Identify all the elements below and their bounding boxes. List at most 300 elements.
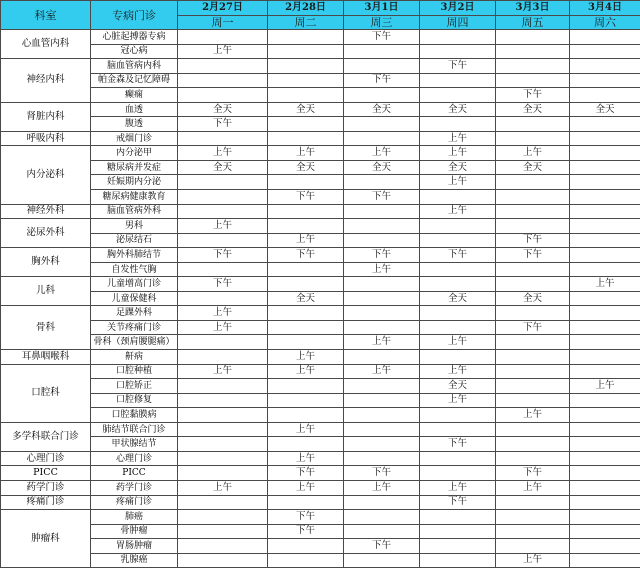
table-row xyxy=(1,524,640,539)
time-slot-cell: 上午 xyxy=(496,480,570,495)
time-slot-cell xyxy=(344,379,420,394)
department-cell: 胸外科 xyxy=(1,248,91,277)
schedule-header xyxy=(1,1,640,30)
clinic-name-cell: PICC xyxy=(91,466,178,481)
table-row xyxy=(1,219,640,234)
department-cell: 呼吸内科 xyxy=(1,131,91,146)
time-slot-cell xyxy=(570,306,640,321)
table-row xyxy=(1,277,640,292)
time-slot-cell: 下午 xyxy=(268,248,344,263)
time-slot-cell xyxy=(268,59,344,74)
time-slot-cell xyxy=(570,451,640,466)
time-slot-cell xyxy=(570,219,640,234)
department-cell: 心理门诊 xyxy=(1,451,91,466)
department-cell: 肾脏内科 xyxy=(1,102,91,131)
clinic-name-cell: 肺结节联合门诊 xyxy=(91,422,178,437)
time-slot-cell xyxy=(570,364,640,379)
time-slot-cell xyxy=(496,175,570,190)
time-slot-cell xyxy=(496,117,570,132)
time-slot-cell xyxy=(344,437,420,452)
time-slot-cell xyxy=(268,88,344,103)
time-slot-cell: 下午 xyxy=(420,248,496,263)
time-slot-cell xyxy=(420,466,496,481)
time-slot-cell xyxy=(496,190,570,205)
time-slot-cell xyxy=(344,277,420,292)
time-slot-cell: 上午 xyxy=(268,364,344,379)
table-row xyxy=(1,248,640,263)
time-slot-cell: 下午 xyxy=(178,248,268,263)
time-slot-cell xyxy=(344,510,420,525)
time-slot-cell xyxy=(570,30,640,45)
time-slot-cell xyxy=(178,262,268,277)
time-slot-cell: 全天 xyxy=(268,160,344,175)
time-slot-cell: 下午 xyxy=(496,320,570,335)
time-slot-cell xyxy=(344,204,420,219)
time-slot-cell: 全天 xyxy=(570,102,640,117)
time-slot-cell: 下午 xyxy=(178,117,268,132)
time-slot-cell xyxy=(178,539,268,554)
time-slot-cell: 下午 xyxy=(420,437,496,452)
clinic-name-cell: 骨肿瘤 xyxy=(91,524,178,539)
time-slot-cell xyxy=(570,248,640,263)
time-slot-cell xyxy=(420,219,496,234)
time-slot-cell xyxy=(496,277,570,292)
time-slot-cell: 下午 xyxy=(178,277,268,292)
time-slot-cell xyxy=(178,495,268,510)
time-slot-cell xyxy=(420,262,496,277)
table-row xyxy=(1,320,640,335)
table-row xyxy=(1,44,640,59)
time-slot-cell: 下午 xyxy=(344,190,420,205)
time-slot-cell xyxy=(570,190,640,205)
time-slot-cell xyxy=(420,350,496,365)
time-slot-cell xyxy=(268,204,344,219)
time-slot-cell: 上午 xyxy=(420,480,496,495)
time-slot-cell xyxy=(496,131,570,146)
time-slot-cell: 下午 xyxy=(268,466,344,481)
time-slot-cell xyxy=(178,408,268,423)
time-slot-cell xyxy=(344,408,420,423)
time-slot-cell: 上午 xyxy=(178,480,268,495)
date-header: 2月27日 xyxy=(178,1,268,16)
time-slot-cell xyxy=(178,379,268,394)
time-slot-cell: 全天 xyxy=(420,291,496,306)
time-slot-cell: 全天 xyxy=(344,160,420,175)
time-slot-cell xyxy=(344,175,420,190)
time-slot-cell: 全天 xyxy=(178,160,268,175)
table-row xyxy=(1,335,640,350)
time-slot-cell xyxy=(496,204,570,219)
clinic-name-cell: 妊娠期内分泌 xyxy=(91,175,178,190)
time-slot-cell xyxy=(496,306,570,321)
time-slot-cell xyxy=(268,306,344,321)
time-slot-cell xyxy=(344,131,420,146)
time-slot-cell: 上午 xyxy=(268,451,344,466)
time-slot-cell: 全天 xyxy=(420,102,496,117)
time-slot-cell xyxy=(344,88,420,103)
time-slot-cell xyxy=(344,306,420,321)
time-slot-cell xyxy=(496,30,570,45)
time-slot-cell: 全天 xyxy=(496,291,570,306)
table-row xyxy=(1,59,640,74)
table-row xyxy=(1,291,640,306)
table-row xyxy=(1,117,640,132)
time-slot-cell xyxy=(344,59,420,74)
time-slot-cell xyxy=(268,262,344,277)
time-slot-cell: 全天 xyxy=(178,102,268,117)
time-slot-cell xyxy=(268,30,344,45)
time-slot-cell xyxy=(420,44,496,59)
time-slot-cell: 下午 xyxy=(344,466,420,481)
time-slot-cell xyxy=(496,73,570,88)
time-slot-cell xyxy=(570,510,640,525)
time-slot-cell: 上午 xyxy=(344,364,420,379)
schedule-body xyxy=(1,30,640,568)
time-slot-cell xyxy=(570,59,640,74)
table-row xyxy=(1,539,640,554)
time-slot-cell xyxy=(496,393,570,408)
time-slot-cell xyxy=(570,88,640,103)
department-column-header: 科室 xyxy=(1,1,91,30)
time-slot-cell xyxy=(268,320,344,335)
time-slot-cell xyxy=(344,422,420,437)
time-slot-cell xyxy=(344,350,420,365)
time-slot-cell: 下午 xyxy=(420,59,496,74)
time-slot-cell xyxy=(496,364,570,379)
department-cell: 药学门诊 xyxy=(1,480,91,495)
clinic-name-cell: 冠心病 xyxy=(91,44,178,59)
time-slot-cell xyxy=(570,175,640,190)
time-slot-cell: 全天 xyxy=(420,379,496,394)
clinic-name-cell: 心脏起搏器专病 xyxy=(91,30,178,45)
time-slot-cell xyxy=(268,335,344,350)
time-slot-cell xyxy=(496,495,570,510)
time-slot-cell xyxy=(420,451,496,466)
time-slot-cell xyxy=(268,539,344,554)
department-cell: 内分泌科 xyxy=(1,146,91,204)
time-slot-cell: 上午 xyxy=(420,393,496,408)
time-slot-cell xyxy=(420,320,496,335)
time-slot-cell xyxy=(268,379,344,394)
clinic-name-cell: 内分泌甲 xyxy=(91,146,178,161)
time-slot-cell xyxy=(570,146,640,161)
table-row xyxy=(1,437,640,452)
time-slot-cell: 下午 xyxy=(268,190,344,205)
time-slot-cell xyxy=(178,393,268,408)
table-row xyxy=(1,379,640,394)
table-row xyxy=(1,466,640,481)
time-slot-cell xyxy=(570,480,640,495)
table-row xyxy=(1,350,640,365)
time-slot-cell: 下午 xyxy=(496,248,570,263)
time-slot-cell xyxy=(178,466,268,481)
time-slot-cell xyxy=(344,44,420,59)
department-cell: 泌尿外科 xyxy=(1,219,91,248)
time-slot-cell xyxy=(570,320,640,335)
time-slot-cell: 下午 xyxy=(496,233,570,248)
time-slot-cell: 上午 xyxy=(268,350,344,365)
time-slot-cell xyxy=(570,117,640,132)
time-slot-cell xyxy=(344,451,420,466)
table-row xyxy=(1,146,640,161)
time-slot-cell xyxy=(420,30,496,45)
clinic-name-cell: 口腔修复 xyxy=(91,393,178,408)
time-slot-cell xyxy=(344,117,420,132)
time-slot-cell: 上午 xyxy=(420,146,496,161)
table-row xyxy=(1,553,640,568)
time-slot-cell xyxy=(570,466,640,481)
clinic-name-cell: 泌尿结石 xyxy=(91,233,178,248)
time-slot-cell: 上午 xyxy=(420,175,496,190)
clinic-name-cell: 口腔黏膜病 xyxy=(91,408,178,423)
time-slot-cell xyxy=(496,539,570,554)
table-row xyxy=(1,364,640,379)
time-slot-cell xyxy=(268,117,344,132)
time-slot-cell: 下午 xyxy=(344,539,420,554)
clinic-name-cell: 脑血管病内科 xyxy=(91,59,178,74)
clinic-name-cell: 胃肠肿瘤 xyxy=(91,539,178,554)
time-slot-cell: 下午 xyxy=(420,495,496,510)
clinic-name-cell: 鼾病 xyxy=(91,350,178,365)
time-slot-cell xyxy=(268,553,344,568)
time-slot-cell: 上午 xyxy=(420,131,496,146)
time-slot-cell: 全天 xyxy=(496,102,570,117)
table-row xyxy=(1,233,640,248)
clinic-name-cell: 乳腺癌 xyxy=(91,553,178,568)
clinic-name-cell: 癫痫 xyxy=(91,88,178,103)
weekday-header: 周四 xyxy=(420,15,496,30)
time-slot-cell xyxy=(268,175,344,190)
clinic-name-cell: 口腔矫正 xyxy=(91,379,178,394)
table-row xyxy=(1,480,640,495)
clinic-name-cell: 血透 xyxy=(91,102,178,117)
clinic-name-cell: 脑血管病外科 xyxy=(91,204,178,219)
time-slot-cell xyxy=(344,233,420,248)
table-row xyxy=(1,102,640,117)
time-slot-cell: 全天 xyxy=(496,160,570,175)
table-row xyxy=(1,510,640,525)
time-slot-cell xyxy=(344,553,420,568)
time-slot-cell xyxy=(496,219,570,234)
time-slot-cell xyxy=(570,291,640,306)
clinic-name-cell: 关节疼痛门诊 xyxy=(91,320,178,335)
time-slot-cell xyxy=(570,437,640,452)
time-slot-cell: 上午 xyxy=(570,379,640,394)
time-slot-cell xyxy=(420,306,496,321)
time-slot-cell xyxy=(178,73,268,88)
time-slot-cell: 上午 xyxy=(178,44,268,59)
table-row xyxy=(1,190,640,205)
time-slot-cell xyxy=(268,131,344,146)
time-slot-cell xyxy=(496,437,570,452)
date-header: 3月2日 xyxy=(420,1,496,16)
table-row xyxy=(1,306,640,321)
table-row xyxy=(1,451,640,466)
table-row xyxy=(1,160,640,175)
time-slot-cell: 上午 xyxy=(268,422,344,437)
clinic-name-cell: 胸外科肺结节 xyxy=(91,248,178,263)
time-slot-cell xyxy=(420,422,496,437)
time-slot-cell: 下午 xyxy=(268,510,344,525)
table-row xyxy=(1,73,640,88)
clinic-name-cell: 心理门诊 xyxy=(91,451,178,466)
time-slot-cell xyxy=(344,320,420,335)
time-slot-cell: 上午 xyxy=(344,480,420,495)
time-slot-cell xyxy=(570,495,640,510)
time-slot-cell: 上午 xyxy=(344,262,420,277)
time-slot-cell: 上午 xyxy=(420,204,496,219)
clinic-name-cell: 甲状腺结节 xyxy=(91,437,178,452)
clinic-column-header: 专病门诊 xyxy=(91,1,178,30)
time-slot-cell: 上午 xyxy=(178,146,268,161)
time-slot-cell xyxy=(344,393,420,408)
time-slot-cell xyxy=(420,73,496,88)
date-header: 2月28日 xyxy=(268,1,344,16)
clinic-name-cell: 口腔种植 xyxy=(91,364,178,379)
weekday-header: 周一 xyxy=(178,15,268,30)
clinic-name-cell: 药学门诊 xyxy=(91,480,178,495)
time-slot-cell: 上午 xyxy=(178,306,268,321)
time-slot-cell xyxy=(268,277,344,292)
time-slot-cell xyxy=(570,524,640,539)
time-slot-cell xyxy=(570,131,640,146)
date-header: 3月3日 xyxy=(496,1,570,16)
time-slot-cell xyxy=(344,524,420,539)
time-slot-cell xyxy=(570,335,640,350)
time-slot-cell: 全天 xyxy=(420,160,496,175)
time-slot-cell xyxy=(496,422,570,437)
table-row xyxy=(1,88,640,103)
department-cell: 肿瘤科 xyxy=(1,510,91,568)
time-slot-cell: 上午 xyxy=(496,408,570,423)
table-row xyxy=(1,393,640,408)
time-slot-cell xyxy=(496,350,570,365)
time-slot-cell xyxy=(178,88,268,103)
department-cell: PICC xyxy=(1,466,91,481)
time-slot-cell xyxy=(570,408,640,423)
time-slot-cell xyxy=(178,204,268,219)
time-slot-cell: 上午 xyxy=(344,335,420,350)
time-slot-cell xyxy=(496,524,570,539)
table-row xyxy=(1,422,640,437)
time-slot-cell xyxy=(178,451,268,466)
department-cell: 疼痛门诊 xyxy=(1,495,91,510)
time-slot-cell xyxy=(420,408,496,423)
time-slot-cell xyxy=(178,233,268,248)
department-cell: 多学科联合门诊 xyxy=(1,422,91,451)
clinic-name-cell: 肺癌 xyxy=(91,510,178,525)
time-slot-cell xyxy=(178,553,268,568)
time-slot-cell xyxy=(420,510,496,525)
department-cell: 骨科 xyxy=(1,306,91,350)
time-slot-cell xyxy=(420,277,496,292)
time-slot-cell xyxy=(344,219,420,234)
time-slot-cell xyxy=(496,44,570,59)
table-row xyxy=(1,30,640,45)
clinic-name-cell: 骨科（颈肩腰腿痛） xyxy=(91,335,178,350)
time-slot-cell: 上午 xyxy=(420,335,496,350)
time-slot-cell xyxy=(178,59,268,74)
weekday-header: 周六 xyxy=(570,15,640,30)
clinic-name-cell: 儿童保健科 xyxy=(91,291,178,306)
time-slot-cell xyxy=(570,233,640,248)
table-row xyxy=(1,495,640,510)
time-slot-cell: 全天 xyxy=(344,102,420,117)
time-slot-cell: 下午 xyxy=(344,248,420,263)
time-slot-cell xyxy=(268,44,344,59)
time-slot-cell: 上午 xyxy=(570,277,640,292)
department-cell: 神经外科 xyxy=(1,204,91,219)
time-slot-cell: 全天 xyxy=(268,102,344,117)
weekday-header: 周五 xyxy=(496,15,570,30)
time-slot-cell xyxy=(178,175,268,190)
time-slot-cell xyxy=(178,131,268,146)
time-slot-cell xyxy=(178,335,268,350)
time-slot-cell: 上午 xyxy=(420,364,496,379)
department-cell: 心血管内科 xyxy=(1,30,91,59)
time-slot-cell: 上午 xyxy=(344,146,420,161)
time-slot-cell xyxy=(178,30,268,45)
time-slot-cell: 全天 xyxy=(268,291,344,306)
time-slot-cell xyxy=(344,291,420,306)
time-slot-cell xyxy=(420,233,496,248)
clinic-name-cell: 儿童增高门诊 xyxy=(91,277,178,292)
time-slot-cell xyxy=(420,190,496,205)
clinic-name-cell: 自发性气胸 xyxy=(91,262,178,277)
time-slot-cell xyxy=(570,553,640,568)
clinic-name-cell: 疼痛门诊 xyxy=(91,495,178,510)
weekday-header: 周二 xyxy=(268,15,344,30)
header-row-dates xyxy=(1,1,640,16)
clinic-name-cell: 糖尿病健康教育 xyxy=(91,190,178,205)
time-slot-cell: 上午 xyxy=(496,146,570,161)
time-slot-cell xyxy=(420,553,496,568)
time-slot-cell xyxy=(570,73,640,88)
time-slot-cell xyxy=(178,510,268,525)
date-header: 3月4日 xyxy=(570,1,640,16)
time-slot-cell xyxy=(570,44,640,59)
time-slot-cell xyxy=(178,422,268,437)
time-slot-cell xyxy=(496,59,570,74)
time-slot-cell: 上午 xyxy=(178,320,268,335)
time-slot-cell xyxy=(178,437,268,452)
time-slot-cell xyxy=(268,495,344,510)
time-slot-cell xyxy=(178,291,268,306)
time-slot-cell xyxy=(496,262,570,277)
time-slot-cell xyxy=(496,379,570,394)
time-slot-cell xyxy=(496,335,570,350)
time-slot-cell: 上午 xyxy=(268,480,344,495)
time-slot-cell xyxy=(268,73,344,88)
time-slot-cell: 上午 xyxy=(178,364,268,379)
table-row xyxy=(1,262,640,277)
time-slot-cell: 下午 xyxy=(268,524,344,539)
time-slot-cell xyxy=(420,117,496,132)
time-slot-cell xyxy=(570,350,640,365)
clinic-name-cell: 戒烟门诊 xyxy=(91,131,178,146)
time-slot-cell: 下午 xyxy=(496,88,570,103)
time-slot-cell xyxy=(268,437,344,452)
time-slot-cell xyxy=(570,262,640,277)
time-slot-cell: 下午 xyxy=(344,73,420,88)
time-slot-cell xyxy=(268,408,344,423)
table-row xyxy=(1,204,640,219)
time-slot-cell xyxy=(496,451,570,466)
time-slot-cell xyxy=(570,393,640,408)
table-row xyxy=(1,408,640,423)
time-slot-cell xyxy=(420,88,496,103)
time-slot-cell: 上午 xyxy=(496,553,570,568)
